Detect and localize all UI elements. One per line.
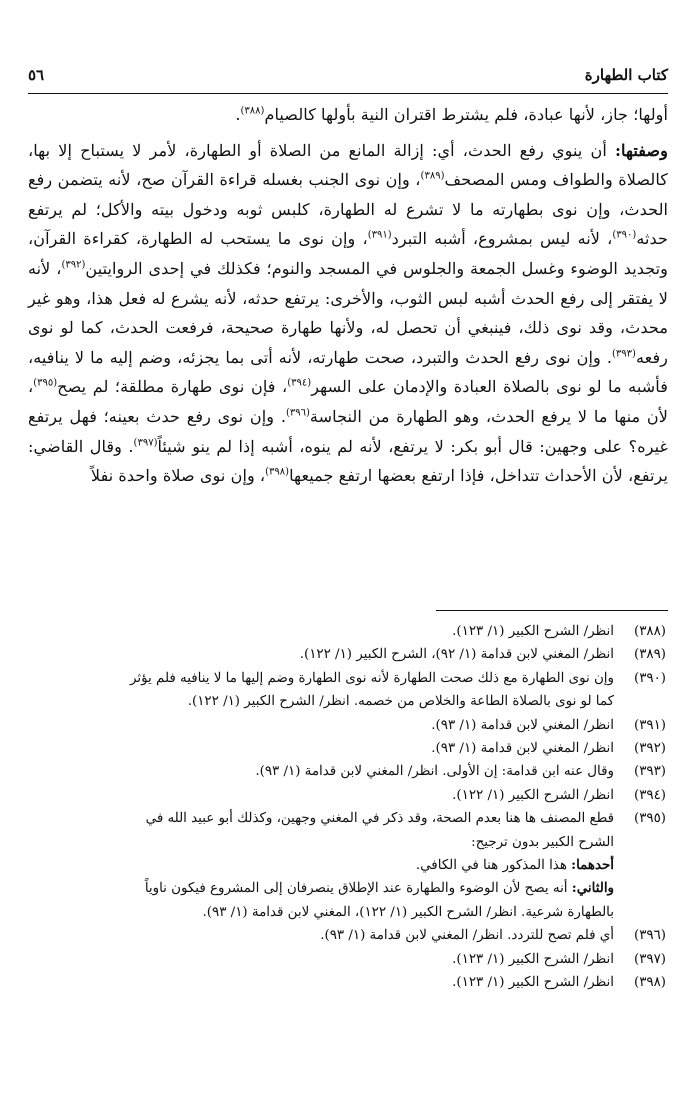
- footnote-number: (٣٩٢): [633, 741, 666, 757]
- footnote-item: [28, 784, 668, 807]
- footnote-ref-390: (٣٩٠): [612, 229, 637, 241]
- footnote-text: [28, 971, 614, 994]
- footnote-ref-391: (٣٩١): [367, 229, 392, 241]
- footnote-number: (٣٩١): [633, 717, 666, 733]
- footnote-text: [28, 948, 614, 971]
- footnote-option-label: أحدهما:: [571, 857, 614, 874]
- footnote-line: انظر/ المغني لابن قدامة (١/ ٩٣).: [431, 717, 614, 733]
- footnote-line: بالطهارة شرعية. انظر/ الشرح الكبير (١/ ١٢٢)، المغني لابن قدامة (١/ ٩٣).: [202, 904, 614, 920]
- footnote-number: (٣٩٦): [633, 928, 666, 944]
- footnote-line: انظر/ الشرح الكبير (١/ ١٢٢).: [452, 787, 614, 803]
- footnote-number: (٣٩٨): [633, 975, 666, 991]
- footnote-ref-389: (٣٨٩): [420, 170, 445, 182]
- footnote-item: [28, 714, 668, 737]
- footnote-line: انظر/ الشرح الكبير (١/ ١٢٣).: [452, 624, 614, 639]
- footnote-text: [28, 807, 614, 854]
- footnote-ref-388: (٣٨٨): [240, 105, 265, 117]
- footnote-item: [28, 924, 668, 947]
- footnote-item: [28, 854, 668, 877]
- footnote-item: [28, 877, 668, 924]
- footnote-line: قطع المصنف ها هنا بعدم الصحة، وقد ذكر في المغني وجهين، وكذلك أبو عبيد الله في: [145, 811, 614, 827]
- footnote-text: [28, 854, 614, 877]
- footnote-text: [28, 924, 614, 947]
- paragraph-2: وصفتها: أن ينوي رفع الحدث، أي: إزالة المانع من الصلاة أو الطهارة، لأمر لا يستباح إلا بها، كالصلاة والطواف ومس المصحف$^{(٣٨٩)}$، وإن نوى الجنب بغسله قراءة القرآن صح، لأنه يتضمن رفع الحدث، وإن نوى بطهارته ما لا تشرع له الطهارة، كلبس ثوبه ودخول بيته والأكل؛ لم يرتفع حدثه$^{(٣٩٠)}$، لأنه ليس بمشروع، أشبه التبرد$^{(٣٩١)}$، وإن نوى ما يستحب له الطهارة، كقراءة القرآن، وتجديد الوضوء وغسل الجمعة والجلوس في المسجد والنوم؛ فكذلك في إحدى الروايتين$^{(٣٩٢)}$، لأنه لا يفتقر إلى رفع الحدث أشبه لبس الثوب، والأخرى: يرتفع حدثه، لأنه يشرع له فعل هذا، وهو غير محدث، وقد نوى ذلك، فينبغي أن تحصل له، ولأنها طهارة صحيحة، فرفعت الحدث، كما لو نوى رفعه$^{(٣٩٣)}$. وإن نوى رفع الحدث والتبرد، صحت طهارته، لأنه أتى بما يجزئه، وضم إليه ما لا ينافيه، فأشبه ما لو نوى بالصلاة العبادة والإدمان على السهر$^{(٣٩٤)}$، فإن نوى طهارة مطلقة؛ لم يصح$^{(٣٩٥)}$، لأن منها ما لا يرفع الحدث، وهو الطهارة من النجاسة$^{(٣٩٦)}$. وإن نوى رفع حدث بعينه؛ فهل يرتفع غيره؟ على وجهين: قال أبو بكر: لا يرتفع، لأنه لم ينوه، أشبه إذا لم ينو شيئاً$^{(٣٩٧)}$. وقال القاضي: يرتفع، لأن الأحداث تتداخل، فإذا ارتفع بعضها ارتفع جميعها$^{(٣٩٨)}$، وإن نوى صلاة واحدة نفلاً: [28, 140, 669, 486]
- footnote-line: انظر/ الشرح الكبير (١/ ١٢٣).: [452, 951, 614, 967]
- footnote-line: أي فلم تصح للتردد. انظر/ المغني لابن قدامة (١/ ٩٣).: [320, 928, 614, 944]
- footnote-ref-392: (٣٩٢): [61, 259, 86, 271]
- running-head: [28, 58, 668, 84]
- footnote-ref-395: (٣٩٥): [33, 377, 58, 389]
- footnote-ref-398: (٣٩٨): [265, 466, 290, 478]
- footnote-text: [28, 737, 614, 760]
- footnote-text: [28, 760, 614, 783]
- footnote-number: (٣٩٤): [633, 787, 666, 803]
- header-rule: [28, 93, 668, 94]
- footnote-line: كما لو نوى بالصلاة الطاعة والخلاص من خصمه. انظر/ الشرح الكبير (١/ ١٢٢).: [187, 694, 614, 710]
- footnote-ref-394: (٣٩٤): [287, 377, 312, 389]
- main-text: [28, 100, 668, 491]
- footnote-number: (٣٩٠): [633, 670, 666, 686]
- footnote-number: (٣٩٥): [633, 811, 666, 827]
- footnote-item: [28, 948, 668, 971]
- footnote-separator: [436, 610, 668, 611]
- footnote-item: [28, 620, 668, 643]
- footnote-text: [28, 667, 614, 714]
- book-page: [28, 0, 668, 1098]
- footnote-line: الشرح الكبير بدون ترجيح:: [471, 834, 614, 850]
- footnote-ref-397: (٣٩٧): [133, 437, 158, 449]
- paragraph-1: أولها؛ جاز، لأنها عبادة، فلم يشترط اقتران النية بأولها كالصيام$^{(٣٨٨)}$.: [235, 105, 668, 124]
- footnote-number: (٣٨٨): [633, 624, 666, 639]
- footnote-option-label: والثاني:: [571, 880, 614, 897]
- footnote-text: [28, 714, 614, 737]
- footnote-item: [28, 667, 668, 714]
- footnote-text: [28, 620, 614, 643]
- footnote-text: [28, 643, 614, 666]
- footnote-text: [28, 877, 614, 924]
- footnote-number: (٣٩٣): [633, 764, 666, 780]
- footnote-ref-396: (٣٩٦): [285, 407, 310, 419]
- section-lead: وصفتها:: [614, 140, 668, 160]
- footnote-line: انظر/ المغني لابن قدامة (١/ ٩٣).: [431, 741, 614, 757]
- footnote-line: انظر/ الشرح الكبير (١/ ١٢٣).: [452, 975, 614, 991]
- footnote-number: (٣٨٩): [633, 647, 666, 663]
- footnote-item: [28, 971, 668, 994]
- footnote-item: [28, 807, 668, 854]
- footnote-item: [28, 643, 668, 666]
- footnote-item: [28, 760, 668, 783]
- footnote-number: (٣٩٧): [633, 951, 666, 967]
- footnote-line: انظر/ المغني لابن قدامة (١/ ٩٢)، الشرح الكبير (١/ ١٢٢).: [299, 647, 614, 663]
- footnote-line: وإن نوى الطهارة مع ذلك صحت الطهارة لأنه نوى الطهارة وضم إليها ما لا ينافيه فلم يؤثر: [130, 670, 614, 686]
- chapter-title: كتاب الطهارة: [584, 66, 668, 84]
- footnote-line: وقال عنه ابن قدامة: إن الأولى. انظر/ المغني لابن قدامة (١/ ٩٣).: [255, 764, 614, 780]
- footnote-line: والثاني: أنه يصح لأن الوضوء والطهارة عند الإطلاق ينصرفان إلى المشروع فيكون ناوياً: [144, 880, 614, 897]
- footnotes: [28, 620, 668, 995]
- footnote-item: [28, 737, 668, 760]
- footnote-text: [28, 784, 614, 807]
- footnote-ref-393: (٣٩٣): [612, 348, 636, 360]
- page-number: ٥٦: [28, 66, 45, 84]
- footnote-line: أحدهما: هذا المذكور هنا في الكافي.: [415, 857, 614, 874]
